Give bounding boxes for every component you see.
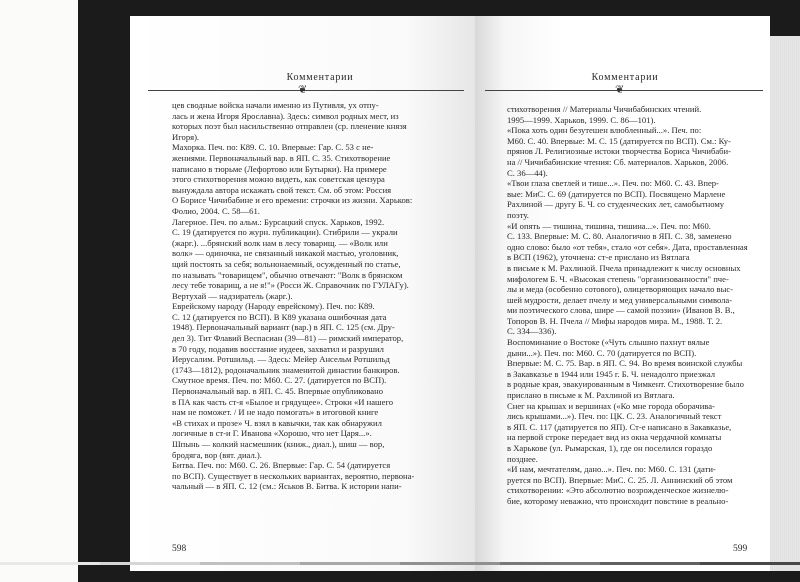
right-page [475, 16, 770, 571]
text-line: «Пока хоть один безутешен влюбленный...». Печ. по: [507, 125, 702, 136]
text-line: С. 19 (датируется по журн. публикации). Стибрили — украли [172, 227, 398, 238]
text-line: прислано в письме к М. Рахлиной из Вятлага. [507, 390, 675, 401]
right-body-text [507, 104, 769, 507]
text-line: «Твои глаза светлей и тише...». Печ. по: М60. С. 43. Впер- [507, 178, 719, 189]
text-line: С. 334—336). [507, 326, 557, 337]
text-line: лись крышами...»). Печ. по: ЦК. С. 23. Аналогичный текст [507, 411, 722, 422]
text-line: этого стихотворения можно видеть, как советская цензура [172, 174, 385, 185]
text-line: О Борисе Чичибабине и его времени: строчки из жизни. Харьков: [172, 195, 413, 206]
text-line: «И опять — тишина, тишина, тишина...». Печ. по: М60. [507, 220, 711, 231]
right-ornament-icon: ❦ [615, 84, 625, 96]
text-line: Лагерное. Печ. по альм.: Бурсацкий спуск. Харьков, 1992. [172, 216, 385, 227]
text-line: С. 133. Впервые: М. С. 80. Аналогично в ЯП. С. 38, заменено [507, 231, 732, 242]
text-line: одно слово: было «от тебя», стало «от себя». Дата, проставленная [507, 241, 748, 252]
text-line: прянов Л. Религиозные истоки творчества Бориса Чичибаби- [507, 146, 731, 157]
text-line: Фолио, 2004. С. 58—61. [172, 205, 260, 216]
right-running-header: Комментарии [591, 72, 659, 83]
text-line: стихотворения // Материалы Чичибабинских чтений. [507, 104, 702, 114]
text-line: жениями. Первоначальный вар. в ЯП. С. 35. Стихотворение [172, 152, 391, 163]
text-line: Вертухай — надзиратель (жарг.). [172, 290, 293, 301]
text-line: Шпынь — колкий насмешник (книж., диал.), шиш — вор, [172, 439, 385, 449]
text-line: Битва. Печ. по: М60. С. 26. Впервые: Гар. С. 54 (датируется [172, 460, 391, 471]
scan-color-strip [0, 562, 800, 565]
text-line: шей мудрости, делает пчелу и мед универсальными символа- [507, 294, 733, 305]
text-line: Воспоминание о Востоке («Чуть слышно пахнут вялые [507, 337, 710, 348]
text-line: дел 3). Тит Флавий Веспасиан (39—81) — римский император, [172, 333, 404, 344]
text-line: бие, которому неважно, что происходит повстине в реально- [507, 495, 729, 506]
text-line: лы и меда (особенно сотового), олицетворяющих начало выс- [507, 284, 734, 295]
text-line: 1948). Первоначальный вариант (вар.) в ЯП. С. 125 (см. Дру- [172, 322, 395, 333]
left-running-header: Комментарии [286, 72, 354, 83]
text-line: М60. С. 40. Впервые: М. С. 15 (датируется по ВСП). См.: Ку- [507, 135, 731, 146]
text-line: на первой строке передает вид из окна чердачной комнаты [507, 432, 722, 443]
text-line: на // Чичибабинские чтения: Сб. материалов. Харьков, 2006. [507, 156, 729, 167]
text-line: Игоря). [172, 131, 200, 142]
right-page-number: 599 [733, 544, 748, 554]
text-line: Впервые: М. С. 75. Вар. в ЯП. С. 94. Во время воинской службы [507, 358, 743, 369]
left-body-text [172, 100, 462, 492]
left-page-number: 598 [172, 544, 187, 554]
text-line: чальный — в ЯП. С. 12 (см.: Яськов В. Битва. К истории напи- [172, 481, 402, 492]
text-line: которых поэт был насильственно отправлен (ср. пленение князя [172, 121, 407, 132]
text-line: щий постоять за себя; вольнонаемный, осужденный по статье, [172, 258, 401, 269]
text-line: Снег на крышах и вершинах («Ко мне города оборачива- [507, 400, 715, 411]
text-line: написано в тюрьме (Лефортово или Бутырки). На примере [172, 163, 387, 174]
text-line: цев сводные войска начали именно из Путивля, ух отпу- [172, 100, 379, 110]
text-line: бродяга, вор (вят. диал.). [172, 449, 262, 460]
text-line: Смутное время. Печ. по: М60. С. 27. (датируется по ВСП). [172, 375, 387, 386]
text-line: по называть "товарищем", обычно отвечают: "Волк в брянском [172, 269, 403, 280]
text-line: в Харькове (ул. Рымарская, 1), где он поселился гораздо [507, 443, 713, 453]
text-line: руется по ВСП). Впервые: МиС. С. 25. Л. Аннинский об этом [507, 474, 733, 485]
text-line: Рахлиной — другу Б. Ч. со студенческих лет, самобытному [507, 199, 725, 210]
text-line: (жарг.). ...брянский волк нам в лесу товарищ. — «Волк или [172, 237, 388, 248]
text-line: в письме к М. Рахлиной. Пчела принадлежит к числу основных [507, 262, 741, 273]
text-line: Топоров В. Н. Пчела // Мифы народов мира. М., 1988. Т. 2. [507, 315, 723, 326]
text-line: в ЯП. С. 117 (датируется по ЯП). Ст-е написано в Закавказье, [507, 421, 732, 432]
text-line: нам не поможет. / И не надо помогать» в итоговой книге [172, 407, 379, 418]
text-line: Первоначальный вар. в ЯП. С. 45. Впервые опубликовано [172, 386, 383, 397]
book-page-edges [770, 36, 800, 571]
text-line: в ПА как часть ст-я «Былое и грядущее». Строки «И нашего [172, 396, 394, 407]
text-line: волк» — одиночка, не связанный никакой мастью, уголовник, [172, 248, 399, 259]
text-line: позднее. [507, 453, 538, 464]
text-line: Еврейскому народу (Народу еврейскому). Печ. по: К89. [172, 301, 375, 312]
text-line: лесу тебе товарищ, а не я!"» (Росси Ж. Справочник по ГУЛАГу). [172, 280, 409, 291]
text-line: С. 36—44). [507, 167, 548, 178]
text-line: «И нам, мечтателям, дано...». Печ. по: М60. С. 131 (дати- [507, 464, 716, 475]
text-line: поэту. [507, 209, 529, 220]
text-line: логичные в ст-и Г. Иванова «Хорошо, что нет Царя...». [172, 428, 372, 439]
left-ornament-icon: ❦ [298, 84, 308, 96]
text-line: по ВСП). Существует в нескольких вариантах, вероятно, первона- [172, 470, 415, 481]
text-line: в Закавказье в 1944 или 1945 г. Б. Ч. ненадолго приезжал [507, 368, 716, 379]
text-line: в 70 году, подавив восстание иудеев, захватил и разрушил [172, 343, 384, 354]
text-line: лась и жена Игоря Ярославна). Здесь: символ родных мест, из [172, 110, 399, 121]
left-page [130, 16, 475, 571]
text-line: 1995—1999. Харьков, 1999. С. 86—101). [507, 114, 656, 125]
text-line: стихотворении: «Это абсолютно возрожденческое жизнелю- [507, 485, 729, 496]
text-line: вые: МиС. С. 69 (датируется по ВСП). Посвящено Марлене [507, 188, 726, 199]
text-line: ми поэтического слова, шире — самой поэзии» (Иванов В. В., [507, 305, 735, 316]
text-line: Махорка. Печ. по: К89. С. 10. Впервые: Гар. С. 53 с не- [172, 142, 374, 153]
text-line: вынуждала автора искажать свой текст. См. об этом: Россия [172, 184, 392, 195]
text-line: в родные края, эвакуированным в Чимкент. Стихотворение было [507, 379, 744, 390]
text-line: (1743—1812), родоначальник знаменитой династии банкиров. [172, 364, 400, 375]
text-line: в ВСП (1962), уточнена: ст-е прислано из Вятлага [507, 252, 690, 263]
text-line: дыни...»). Печ. по: М60. С. 70 (датируется по ВСП). [507, 347, 697, 358]
text-line: мифологем Б. Ч. «Высокая степень "организованности" пче- [507, 273, 729, 284]
text-line: Иерусалим. Ротшильд. — Здесь: Мейер Ансельм Ротшильд [172, 354, 390, 365]
text-line: «В стихах и прозе» Ч. взял в кавычки, так как обнаружил [172, 417, 382, 428]
text-line: С. 12 (датируется по ВСП). В К89 указана ошибочная дата [172, 311, 387, 322]
